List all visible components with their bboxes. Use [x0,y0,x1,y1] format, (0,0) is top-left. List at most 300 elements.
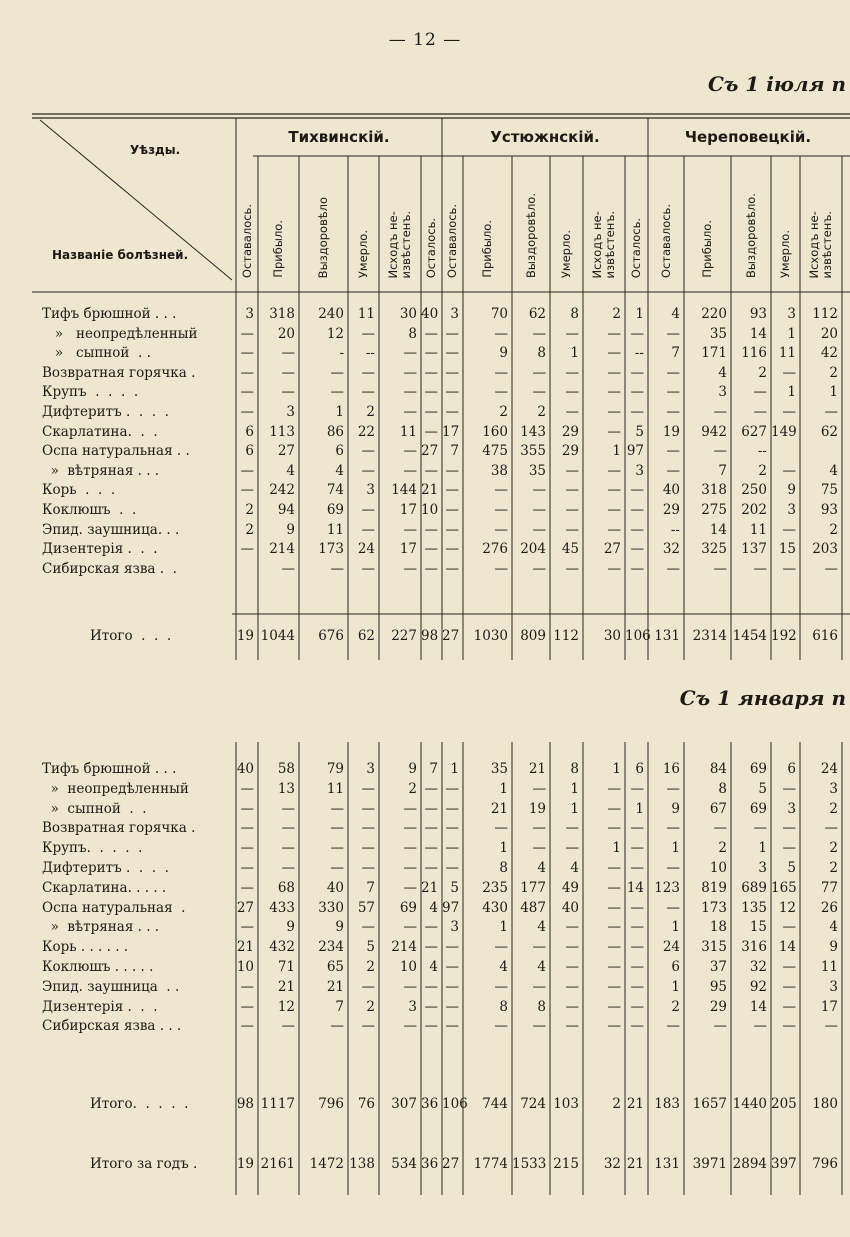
table-cell: — [532,325,546,342]
column-header [348,160,379,278]
table-cell: — [330,860,344,876]
table-cell: — [630,840,644,857]
column-header [442,160,463,278]
table-cell: — [607,384,621,401]
table-cell: — [630,364,644,381]
table-cell: 2894 [732,1156,767,1172]
table-cell: 94 [277,502,295,518]
table-cell: — [445,840,459,857]
table-cell: — [565,560,579,577]
table-cell: 432 [269,939,295,956]
table-cell: 318 [269,306,295,322]
table-cell: 86 [326,423,344,440]
table-cell: — [445,860,459,876]
table-cell: 318 [701,482,727,499]
table-cell: — [607,800,621,817]
table-cell: 116 [741,345,767,362]
table-cell: — [240,978,254,995]
disease-name: Сибирская язва . . . [42,1018,182,1035]
table-cell: — [607,919,621,936]
table-cell: 1472 [309,1156,344,1172]
table-cell: — [445,364,459,381]
disease-name: » неопредѣленный [42,325,198,342]
table-cell: — [445,780,459,797]
table-cell: — [824,820,838,837]
table-cell: 2 [366,998,375,1015]
table-row [0,937,850,957]
table-cell: — [607,404,621,420]
table-cell: 137 [741,541,767,558]
table-cell: 21 [626,1156,644,1172]
table-cell: 689 [741,879,767,896]
column-header [731,160,771,278]
table-cell: 8 [537,998,546,1015]
table-cell: 4 [537,919,546,936]
table-cell: 2314 [692,628,727,644]
table-cell: — [445,521,459,538]
disease-name: Итого за годъ . [90,1156,198,1172]
table-cell: — [565,919,579,936]
table-cell: — [782,1018,796,1035]
table-cell: 3 [366,761,375,777]
disease-name: » неопредѣленный [42,780,189,797]
table-cell: 475 [482,443,508,460]
table-cell: 5 [450,879,459,896]
table-cell: 2 [366,404,375,420]
table-cell: 160 [482,423,508,440]
table-cell: 2 [718,840,727,857]
table-cell: 1 [787,325,796,342]
table-cell: — [361,780,375,797]
table-cell: 5 [758,780,767,797]
column-header-label: Умерло. [559,229,573,278]
table-cell: 616 [812,628,838,644]
table-cell: — [782,959,796,975]
table-cell: — [445,384,459,401]
table-cell: 1 [829,384,838,401]
table-cell: — [281,384,295,401]
table-cell: — [607,860,621,876]
table-cell: — [666,462,680,479]
table-cell: 397 [771,1156,797,1172]
table-cell: — [666,364,680,381]
table-cell: — [666,325,680,342]
table-cell: 20 [820,325,838,342]
column-header-label: Исходъ не- извѣстенъ. [590,210,617,278]
table-cell: — [445,1018,459,1035]
table-cell: 3 [787,502,796,518]
table-cell: 1440 [732,1096,767,1112]
table-cell: — [240,780,254,797]
table-cell: 1 [570,780,579,797]
table-cell: — [713,443,727,460]
table-cell: 36 [421,1096,439,1112]
table-cell: 32 [749,959,767,975]
table-cell: 27 [421,443,439,460]
column-header-label: Умерло. [778,229,792,278]
table-cell: — [403,879,417,896]
table-cell: — [532,1018,546,1035]
table-cell: — [607,521,621,538]
table-cell: 11 [399,423,417,440]
column-header-label: Выздоровѣло [316,196,330,278]
table-cell: 2 [537,404,546,420]
table-cell: 276 [482,541,508,558]
table-cell: — [281,800,295,817]
table-cell: 123 [654,879,680,896]
table-cell: — [607,879,621,896]
table-cell: 173 [701,899,727,916]
table-cell: — [403,978,417,995]
table-cell: — [403,443,417,460]
table-cell: — [240,820,254,837]
table-cell: — [361,443,375,460]
table-cell: — [666,443,680,460]
table-cell: 2 [829,840,838,857]
table-cell: 35 [490,761,508,777]
table-cell: 12 [326,325,344,342]
table-cell: — [607,820,621,837]
table-cell: 9 [787,482,796,499]
table-row [0,461,850,481]
total-row [0,1094,850,1114]
table-cell: — [445,482,459,499]
table-cell: 29 [561,423,579,440]
table-cell: 1 [570,800,579,817]
table-cell: 676 [318,628,344,644]
table-cell: — [424,978,438,995]
year-total-row [0,1154,850,1174]
table-cell: 40 [421,306,439,322]
table-cell: 21 [490,800,508,817]
table-cell: 5 [366,939,375,956]
table-cell: — [240,1018,254,1035]
column-header-label: Выздоровѣло. [523,193,538,278]
table-cell: 192 [771,628,797,644]
table-cell: 1 [787,384,796,401]
table-cell: — [532,502,546,518]
table-cell: 62 [528,306,546,322]
table-cell: — [424,541,438,558]
table-cell: — [424,423,438,440]
disease-name: Корь . . . [42,482,116,499]
table-cell: 26 [820,899,838,916]
table-cell: — [445,998,459,1015]
table-row [0,441,850,461]
table-cell: 131 [654,628,680,644]
table-cell: — [565,959,579,975]
disease-name: Крупъ. . . . . [42,840,143,857]
table-cell: 106 [442,1096,468,1112]
table-cell: 21 [421,482,439,499]
table-cell: 27 [236,899,254,916]
table-cell: — [630,404,644,420]
table-cell: 1 [499,919,508,936]
table-cell: 77 [820,879,838,896]
table-cell: 250 [741,482,767,499]
disease-name: Коклюшъ . . [42,502,137,518]
table-cell: — [445,560,459,577]
table-cell: — [532,364,546,381]
table-cell: 2 [499,404,508,420]
table-cell: 62 [357,628,375,644]
table-cell: — [494,978,508,995]
table-cell: — [782,521,796,538]
table-cell: — [240,840,254,857]
table-cell: — [361,560,375,577]
table-cell: — [713,404,727,420]
column-header [625,160,648,278]
table-cell: 21 [528,761,546,777]
table-cell: 4 [286,462,295,479]
table-cell: — [565,1018,579,1035]
column-header [583,160,625,278]
table-cell: 131 [654,1156,680,1172]
column-header [299,160,348,278]
table-cell: — [666,384,680,401]
table-cell: — [361,919,375,936]
table-cell: 1 [612,443,621,460]
table-cell: 4 [429,899,438,916]
table-cell: 24 [820,761,838,777]
table-cell: 149 [771,423,797,440]
table-cell: 138 [349,1156,375,1172]
table-cell: — [630,384,644,401]
table-cell: — [281,1018,295,1035]
disease-name: Скарлатина. . . [42,423,158,440]
table-cell: — [361,325,375,342]
table-cell: 40 [662,482,680,499]
disease-name: Сибирская язва . . [42,560,177,577]
table-cell: — [403,384,417,401]
table-cell: 12 [277,998,295,1015]
table-cell: 214 [391,939,417,956]
page-number: — 12 — [388,30,462,50]
disease-name: Возвратная горячка . [42,364,196,381]
table-cell: — [666,899,680,916]
table-row [0,304,850,324]
table-cell: — [240,364,254,381]
table-cell: — [494,364,508,381]
table-cell: — [532,820,546,837]
table-cell: -- [670,521,680,538]
table-cell: 11 [749,521,767,538]
table-cell: 4 [429,959,438,975]
table-cell: 1 [570,345,579,362]
table-cell: 330 [318,899,344,916]
disease-name: Возвратная горячка . [42,820,196,837]
table-cell: — [630,541,644,558]
table-cell: — [403,840,417,857]
table-row [0,382,850,402]
disease-name: Тифъ брюшной . . . [42,761,177,777]
table-cell: 10 [709,860,727,876]
table-cell: — [330,820,344,837]
table-cell: 7 [450,443,459,460]
table-cell: — [630,502,644,518]
table-cell: 2 [829,364,838,381]
table-cell: 10 [399,959,417,975]
table-cell: — [630,820,644,837]
table-cell: 9 [829,939,838,956]
table-cell: — [494,325,508,342]
table-cell: — [361,462,375,479]
table-cell: — [424,384,438,401]
table-cell: 2 [758,364,767,381]
table-cell: — [753,1018,767,1035]
table-cell: 8 [408,325,417,342]
table-cell: 4 [829,462,838,479]
table-cell: 6 [635,761,644,777]
table-cell: 3 [450,306,459,322]
table-cell: — [565,820,579,837]
table-cell: 3 [366,482,375,499]
table-cell: — [445,959,459,975]
table-cell: — [713,560,727,577]
table-row [0,1016,850,1036]
disease-name: » сыпной . . [42,345,151,362]
table-row [0,480,850,500]
table-cell: 57 [357,899,375,916]
table-cell: — [607,325,621,342]
table-cell: 2 [366,959,375,975]
column-header-label: Исходъ не- извѣстенъ. [807,210,834,278]
table-cell: 37 [709,959,727,975]
table-cell: — [607,899,621,916]
table-cell: — [753,384,767,401]
table-cell: — [445,541,459,558]
disease-name: » сыпной . . [42,800,147,817]
table-cell: 20 [277,325,295,342]
table-cell: 242 [269,482,295,499]
table-row [0,500,850,520]
table-cell: — [424,364,438,381]
table-row [0,818,850,838]
table-cell: 97 [442,899,460,916]
table-cell: — [565,325,579,342]
table-cell: — [361,384,375,401]
table-cell: — [666,1018,680,1035]
table-cell: 14 [778,939,796,956]
table-cell: 4 [570,860,579,876]
table-cell: 11 [778,345,796,362]
table-cell: 809 [520,628,546,644]
disease-name: Эпид. заушница . . [42,978,180,995]
table-cell: — [607,780,621,797]
table-cell: — [403,364,417,381]
table-cell: 2 [758,462,767,479]
table-cell: — [361,502,375,518]
header-disease-name: Названіе болѣзней. [52,248,189,262]
table-cell: — [403,560,417,577]
table-cell: 4 [499,959,508,975]
column-header [512,160,550,278]
table-cell: — [565,462,579,479]
table-cell: — [424,860,438,876]
table-cell: 27 [603,541,621,558]
table-cell: — [281,840,295,857]
table-cell: 14 [626,879,644,896]
table-cell: — [445,345,459,362]
table-cell: 1 [450,761,459,777]
table-cell: — [824,560,838,577]
table-cell: 9 [671,800,680,817]
table-cell: 2 [408,780,417,797]
table-cell: — [281,364,295,381]
table-cell: 6 [245,443,254,460]
table-cell: — [494,939,508,956]
column-header-label: Оставалось. [445,203,459,278]
table-cell: 135 [741,899,767,916]
table-cell: — [782,404,796,420]
table-cell: 11 [326,780,344,797]
column-header-label: Прибыло. [271,220,285,278]
table-cell: — [330,800,344,817]
total-row [0,626,850,646]
disease-name: Оспа натуральная . . [42,443,190,460]
table-cell: 215 [553,1156,579,1172]
table-cell: 68 [277,879,295,896]
table-cell: 29 [709,998,727,1015]
table-cell: 1 [635,800,644,817]
column-header-label: Осталось. [629,217,643,278]
table-cell: — [532,978,546,995]
table-cell: 2 [829,860,838,876]
table-cell: 32 [662,541,680,558]
table-cell: 11 [326,521,344,538]
table-cell: 7 [718,462,727,479]
disease-name: » вѣтряная . . . [42,462,160,479]
column-header [236,160,258,278]
table-cell: 98 [236,1096,254,1112]
table-cell: — [782,560,796,577]
table-cell: — [494,820,508,837]
table-cell: — [361,800,375,817]
disease-name: Корь . . . . . . [42,939,129,956]
table-cell: — [424,325,438,342]
table-cell: 1030 [473,628,508,644]
table-cell: 10 [421,502,439,518]
table-cell: — [532,939,546,956]
column-header-label: Умерло. [356,229,370,278]
table-row [0,779,850,799]
table-cell: — [424,1018,438,1035]
table-row [0,324,850,344]
table-cell: 316 [741,939,767,956]
table-cell: 98 [421,628,439,644]
table-cell: 27 [442,628,460,644]
table-cell: 4 [537,860,546,876]
table-cell: — [753,820,767,837]
table-cell: 177 [520,879,546,896]
table-cell: — [330,560,344,577]
table-cell: 79 [326,761,344,777]
table-cell: — [607,482,621,499]
table-cell: 1 [671,978,680,995]
table-cell: 15 [749,919,767,936]
table-cell: — [403,800,417,817]
column-header [421,160,442,278]
table-row [0,539,850,559]
table-cell: 796 [812,1156,838,1172]
disease-name: Итого . . . [90,628,172,644]
table-cell: 112 [553,628,579,644]
table-cell: 1 [635,306,644,322]
table-cell: 30 [603,628,621,644]
table-cell: — [782,780,796,797]
table-cell: — [240,482,254,499]
table-cell: — [494,560,508,577]
